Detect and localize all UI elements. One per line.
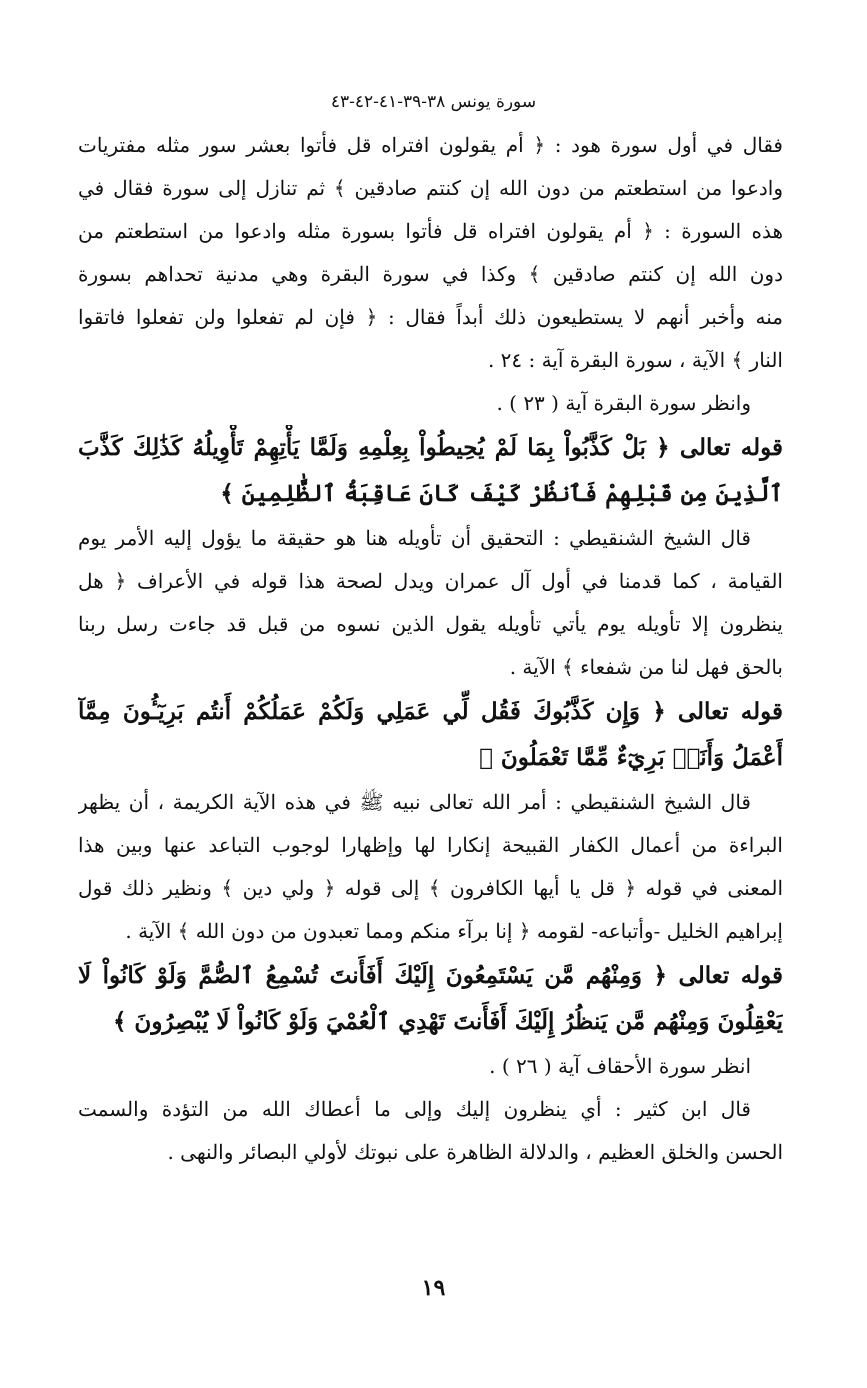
quran-verse-line: قوله تعالى ﴿ وَإِن كَذَّبُوكَ فَقُل لِّي عَمَلِي وَلَكُمْ عَمَلُكُمْ أَنتُم بَرِيٓـُٔونَ مِمَّآ [78,698,783,725]
page-body [78,124,783,1174]
text-line: منه وأخبر أنهم لا يستطيعون ذلك أبداً فقال : ﴿ فإن لم تفعلوا ولن تفعلوا فاتقوا [78,305,783,329]
page-header: سورة يونس ٣٨-٣٩-٤١-٤٢-٤٣ [330,92,537,112]
text-line: ينظرون إلا تأويله يوم يأتي تأويله يقول الذين نسوه من قبل قد جاءت رسل ربنا [78,612,783,636]
text-line: إبراهيم الخليل -وأتباعه- لقومه ﴿ إنا برآء منكم ومما تعبدون من دون الله ﴾ الآية . [125,919,783,943]
text-line: البراءة من أعمال الكفار القبيحة إنكارا لها وإظهارا لوجوب التباعد عنها وبين هذا [78,833,783,857]
quran-verse-line: ٱلَّذِينَ مِن قَبْلِهِمْ فَٱنظُرْ كَيْفَ كَانَ عَاقِبَةُ ٱلظَّٰلِمِينَ ﴾ [220,480,783,507]
text-line: هذه السورة : ﴿ أم يقولون افتراه قل فأتوا بسورة مثله وادعوا من استطعتم من [78,219,783,243]
text-line: الحسن والخلق العظيم ، والدلالة الظاهرة على نبوتك لأولي البصائر والنهى . [167,1140,783,1164]
quran-verse-line: قوله تعالى ﴿ بَلْ كَذَّبُواْ بِمَا لَمْ يُحِيطُواْ بِعِلْمِهِ وَلَمَّا يَأْتِهِمْ تَأْوِيلُهُ كَذَٰلِكَ كَذَّبَ [78,434,783,461]
text-line: قال ابن كثير : أي ينظرون إليك وإلى ما أعطاك الله من التؤدة والسمت [78,1097,751,1121]
text-line: وانظر سورة البقرة آية ( ٢٣ ) . [496,391,751,415]
page-number: ١٩ [421,1275,446,1301]
text-line: النار ﴾ الآية ، سورة البقرة آية : ٢٤ . [487,348,783,372]
quran-verse-line: قوله تعالى ﴿ وَمِنْهُم مَّن يَسْتَمِعُونَ إِلَيْكَ أَفَأَنتَ تُسْمِعُ ٱلصُّمَّ وَلَوْ كَانُواْ لَا [78,962,783,989]
text-line: دون الله إن كنتم صادقين ﴾ وكذا في سورة البقرة وهي مدنية تحداهم بسورة [78,262,783,286]
text-line: بالحق فهل لنا من شفعاء ﴾ الآية . [509,655,783,679]
text-line: القيامة ، كما قدمنا في أول آل عمران ويدل لصحة هذا قوله في الأعراف ﴿ هل [78,569,783,593]
text-line: قال الشيخ الشنقيطي : أمر الله تعالى نبيه ﷺ في هذه الآية الكريمة ، أن يظهر [78,790,751,814]
text-line: المعنى في قوله ﴿ قل يا أيها الكافرون ﴾ إلى قوله ﴿ ولي دين ﴾ ونظير ذلك قول [78,876,783,900]
text-line: انظر سورة الأحقاف آية ( ٢٦ ) . [489,1054,751,1078]
text-line: فقال في أول سورة هود : ﴿ أم يقولون افتراه قل فأتوا بعشر سور مثله مفتريات [78,133,783,157]
text-line: قال الشيخ الشنقيطي : التحقيق أن تأويله هنا هو حقيقة ما يؤول إليه الأمر يوم [78,526,751,550]
text-line: وادعوا من استطعتم من دون الله إن كنتم صادقين ﴾ ثم تنازل إلى سورة فقال في [78,176,783,200]
quran-verse-line: يَعْقِلُونَ وَمِنْهُم مَّن يَنظُرُ إِلَيْكَ أَفَأَنتَ تَهْدِي ٱلْعُمْيَ وَلَوْ كَانُواْ لَا يُبْصِرُونَ ﴾ [112,1008,783,1035]
quran-verse-line: أَعْمَلُ وَأَنَا۠ بَرِيٓءٌ مِّمَّا تَعْمَلُونَ ﴾ [479,744,783,771]
